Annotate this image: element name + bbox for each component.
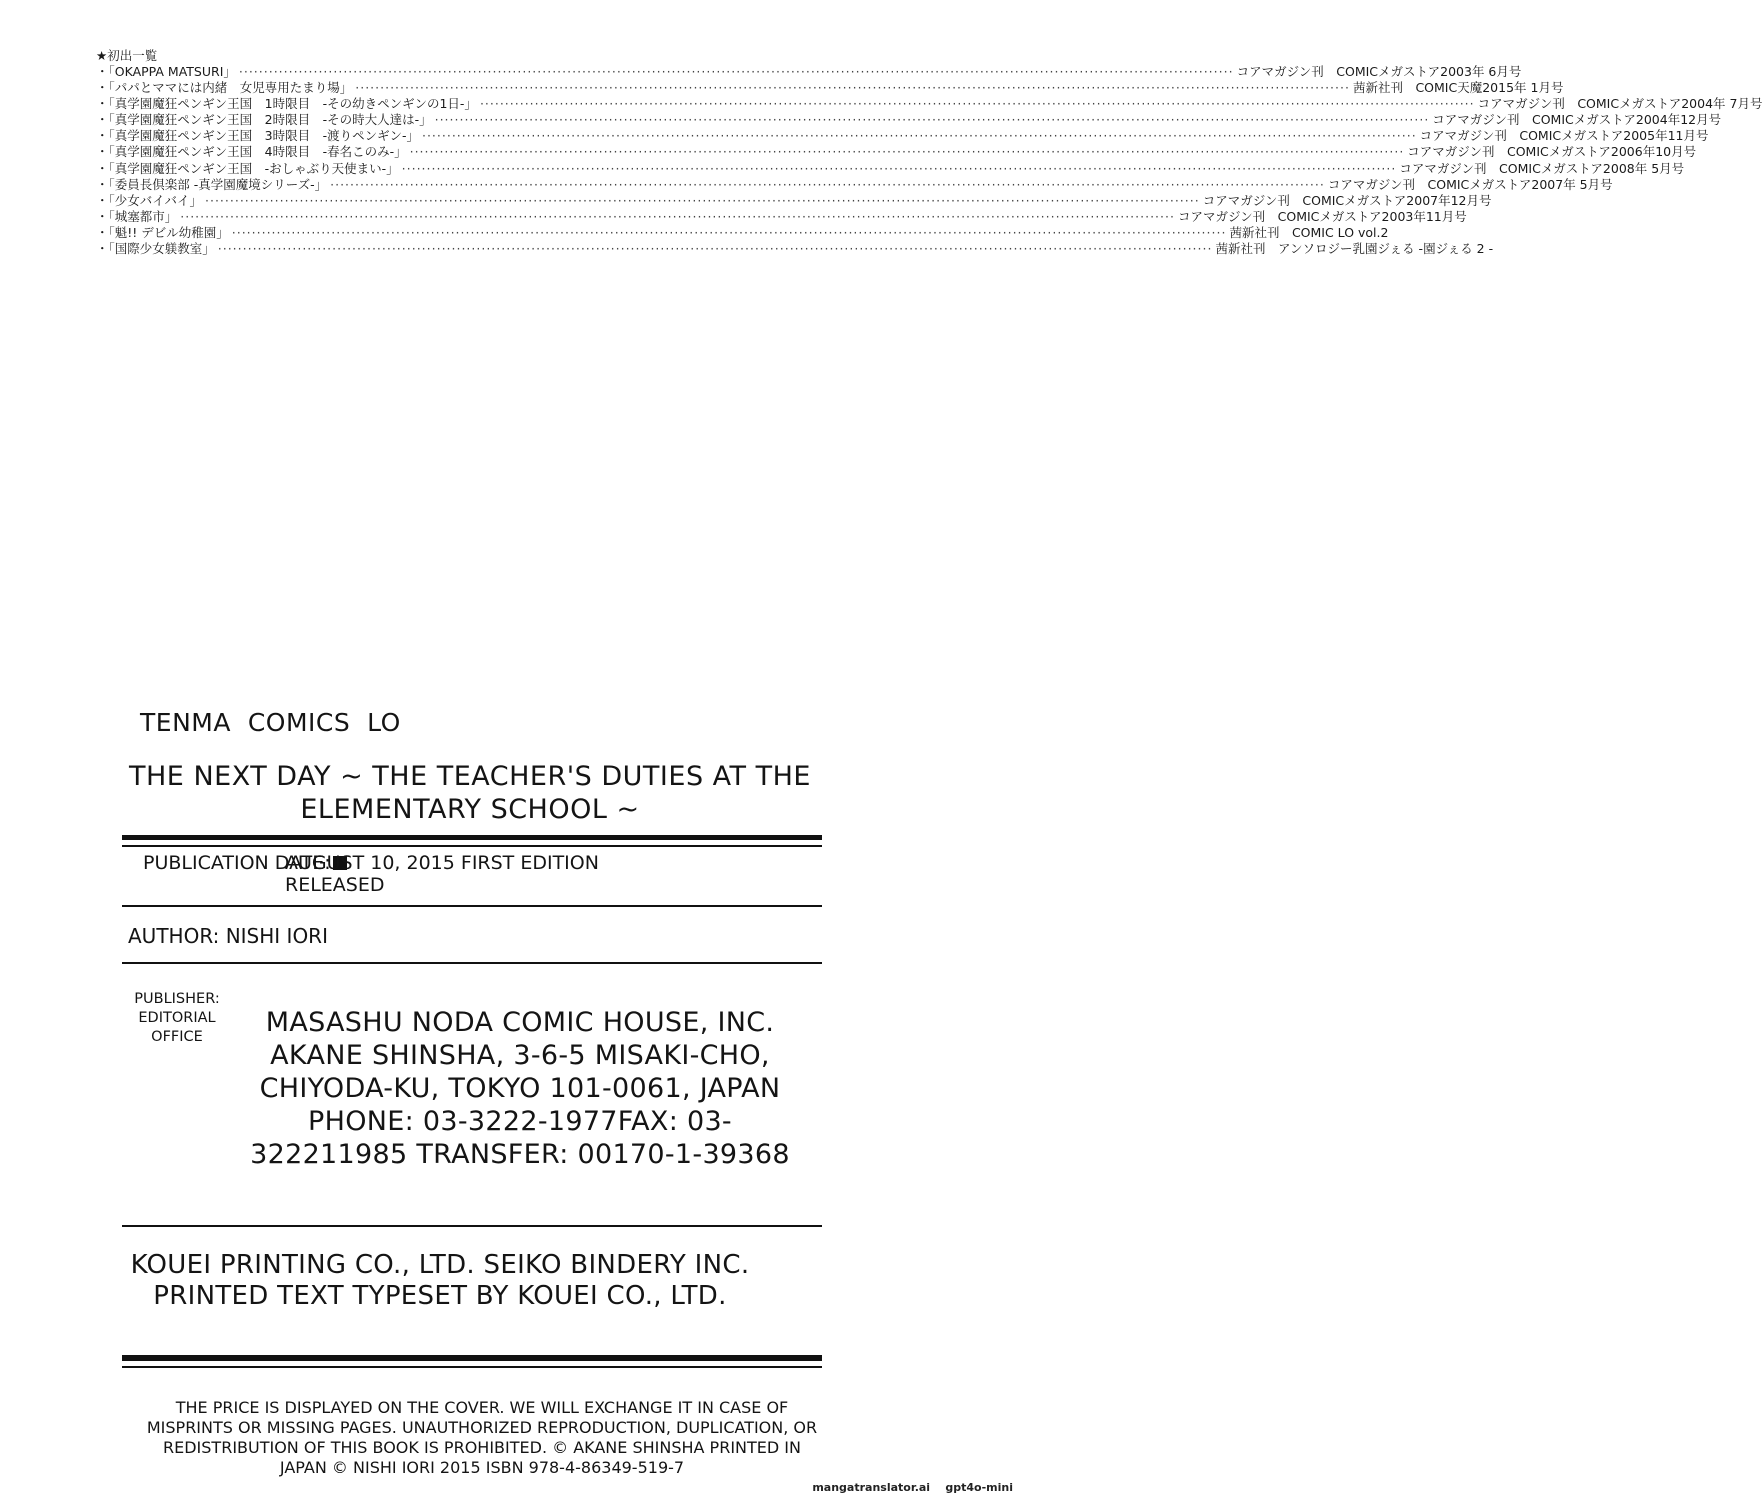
- divider-thin: [122, 1225, 822, 1227]
- publisher-label: PUBLISHER: EDITORIAL OFFICE: [134, 991, 220, 1045]
- copyright-notice: THE PRICE IS DISPLAYED ON THE COVER. WE WILL EXCHANGE IT IN CASE OF MISPRINTS OR MISSING PAGES. UNAUTHORIZED REPRODUCTION, DUPLICATION, OR REDISTRIBUTION OF THIS BOOK IS PROHIBITED. © AKANE SHINSHA PRINTED IN JAPAN © NISHI IORI 2015 ISBN 978-4-86349-519-7: [146, 1398, 818, 1477]
- divider-thick: [122, 835, 822, 840]
- entry-title: ・「真学園魔狂ペンギン王国 2時限目 -その時大人達は-」: [96, 112, 432, 128]
- entry-source: コアマガジン刊 COMICメガストア2003年11月号: [1177, 208, 1467, 224]
- first-publication-entry: [96, 224, 1389, 241]
- divider-thick: [122, 1355, 822, 1361]
- first-publication-entries: [96, 64, 1762, 257]
- entry-title: ・「真学園魔狂ペンギン王国 4時限目 -春名このみ-」: [96, 144, 407, 160]
- first-publication-entry: [96, 144, 1697, 160]
- first-publication-entry: [96, 96, 1762, 112]
- divider-thin: [122, 1366, 822, 1368]
- entry-title: ・「魁!! デビル幼稚園」: [96, 224, 229, 240]
- divider-thin: [122, 845, 822, 847]
- entry-source: コアマガジン刊 COMICメガストア2007年12月号: [1202, 192, 1492, 208]
- translator-watermark: mangatranslator.ai gpt4o-mini: [812, 1481, 1013, 1494]
- dot-leader: ········································································································································································································: [231, 224, 1227, 240]
- series-name: TENMA COMICS LO: [140, 708, 401, 737]
- dot-leader: ········································································································································································································: [238, 64, 1234, 79]
- entry-title: ・「OKAPPA MATSURI」: [96, 64, 236, 79]
- first-publication-heading: ★初出一覧: [96, 48, 158, 63]
- entry-source: 茜新社刊 アンソロジー乳園ジぇる -園ジぇる 2 -: [1215, 241, 1494, 257]
- divider-thin: [122, 962, 822, 964]
- entry-source: コアマガジン刊 COMICメガストア2004年12月号: [1432, 112, 1722, 128]
- first-publication-entry: [96, 176, 1613, 193]
- entry-source: コアマガジン刊 COMICメガストア2007年 5月号: [1327, 176, 1613, 192]
- entry-source: コアマガジン刊 COMICメガストア2003年 6月号: [1236, 64, 1522, 79]
- first-publication-entry: [96, 192, 1492, 209]
- entry-title: ・「パパとママには内緒 女児専用たまり場」: [96, 80, 353, 96]
- publication-date-label: PUBLICATION DATE:: [143, 852, 353, 874]
- author-line: AUTHOR: NISHI IORI: [128, 924, 328, 948]
- first-publication-entry: [96, 128, 1709, 144]
- entry-title: ・「真学園魔狂ペンギン王国 3時限目 -渡りペンギン-」: [96, 128, 419, 144]
- publisher-address: MASASHU NODA COMIC HOUSE, INC. AKANE SHINSHA, 3-6-5 MISAKI-CHO, CHIYODA-KU, TOKYO 101-0061, JAPAN PHONE: 03-3222-1977FAX: 03-322211985 TRANSFER: 00170-1-39368: [250, 1007, 790, 1170]
- dot-leader: ········································································································································································································: [217, 241, 1213, 257]
- entry-title: ・「委員長倶楽部 -真学園魔境シリーズ-」: [96, 176, 328, 192]
- dot-leader: ········································································································································································································: [409, 144, 1405, 160]
- entry-title: ・「城塞都市」: [96, 208, 178, 224]
- dot-leader: ········································································································································································································: [479, 96, 1475, 112]
- publication-date-value: AUGUST 10, 2015 FIRST EDITION RELEASED: [285, 852, 599, 896]
- first-publication-entry: [96, 160, 1685, 177]
- entry-title: ・「国際少女躾教室」: [96, 241, 215, 257]
- book-title: THE NEXT DAY ~ THE TEACHER'S DUTIES AT THE ELEMENTARY SCHOOL ~: [129, 761, 811, 825]
- dot-leader: ········································································································································································································: [434, 112, 1430, 128]
- dot-leader: ········································································································································································································: [180, 208, 1175, 224]
- dot-leader: ········································································································································································································: [401, 160, 1397, 176]
- first-publication-entry: [96, 208, 1467, 225]
- printer-info: KOUEI PRINTING CO., LTD. SEIKO BINDERY INC. PRINTED TEXT TYPESET BY KOUEI CO., LTD.: [130, 1250, 750, 1311]
- first-publication-entry: [96, 112, 1722, 128]
- dot-leader: ········································································································································································································: [205, 192, 1200, 208]
- first-publication-list: [96, 48, 1762, 257]
- dot-leader: ········································································································································································································: [421, 128, 1417, 144]
- dot-leader: ········································································································································································································: [330, 176, 1325, 192]
- first-publication-entry: [96, 80, 1564, 96]
- entry-source: コアマガジン刊 COMICメガストア2004年 7月号: [1477, 96, 1762, 112]
- entry-source: コアマガジン刊 COMICメガストア2006年10月号: [1407, 144, 1697, 160]
- entry-title: ・「少女バイバイ」: [96, 192, 203, 208]
- divider-thin: [122, 905, 822, 907]
- entry-source: 茜新社刊 COMIC天魔2015年 1月号: [1352, 80, 1564, 96]
- entry-source: コアマガジン刊 COMICメガストア2005年11月号: [1419, 128, 1709, 144]
- entry-title: ・「真学園魔狂ペンギン王国 1時限目 -その幼きペンギンの1日-」: [96, 96, 477, 112]
- entry-title: ・「真学園魔狂ペンギン王国 -おしゃぶり天使まい-」: [96, 160, 399, 176]
- entry-source: コアマガジン刊 COMICメガストア2008年 5月号: [1399, 160, 1685, 176]
- first-publication-entry: [96, 64, 1522, 80]
- first-publication-entry: [96, 241, 1494, 257]
- dot-leader: ········································································································································································································: [355, 80, 1350, 96]
- entry-source: 茜新社刊 COMIC LO vol.2: [1229, 224, 1389, 240]
